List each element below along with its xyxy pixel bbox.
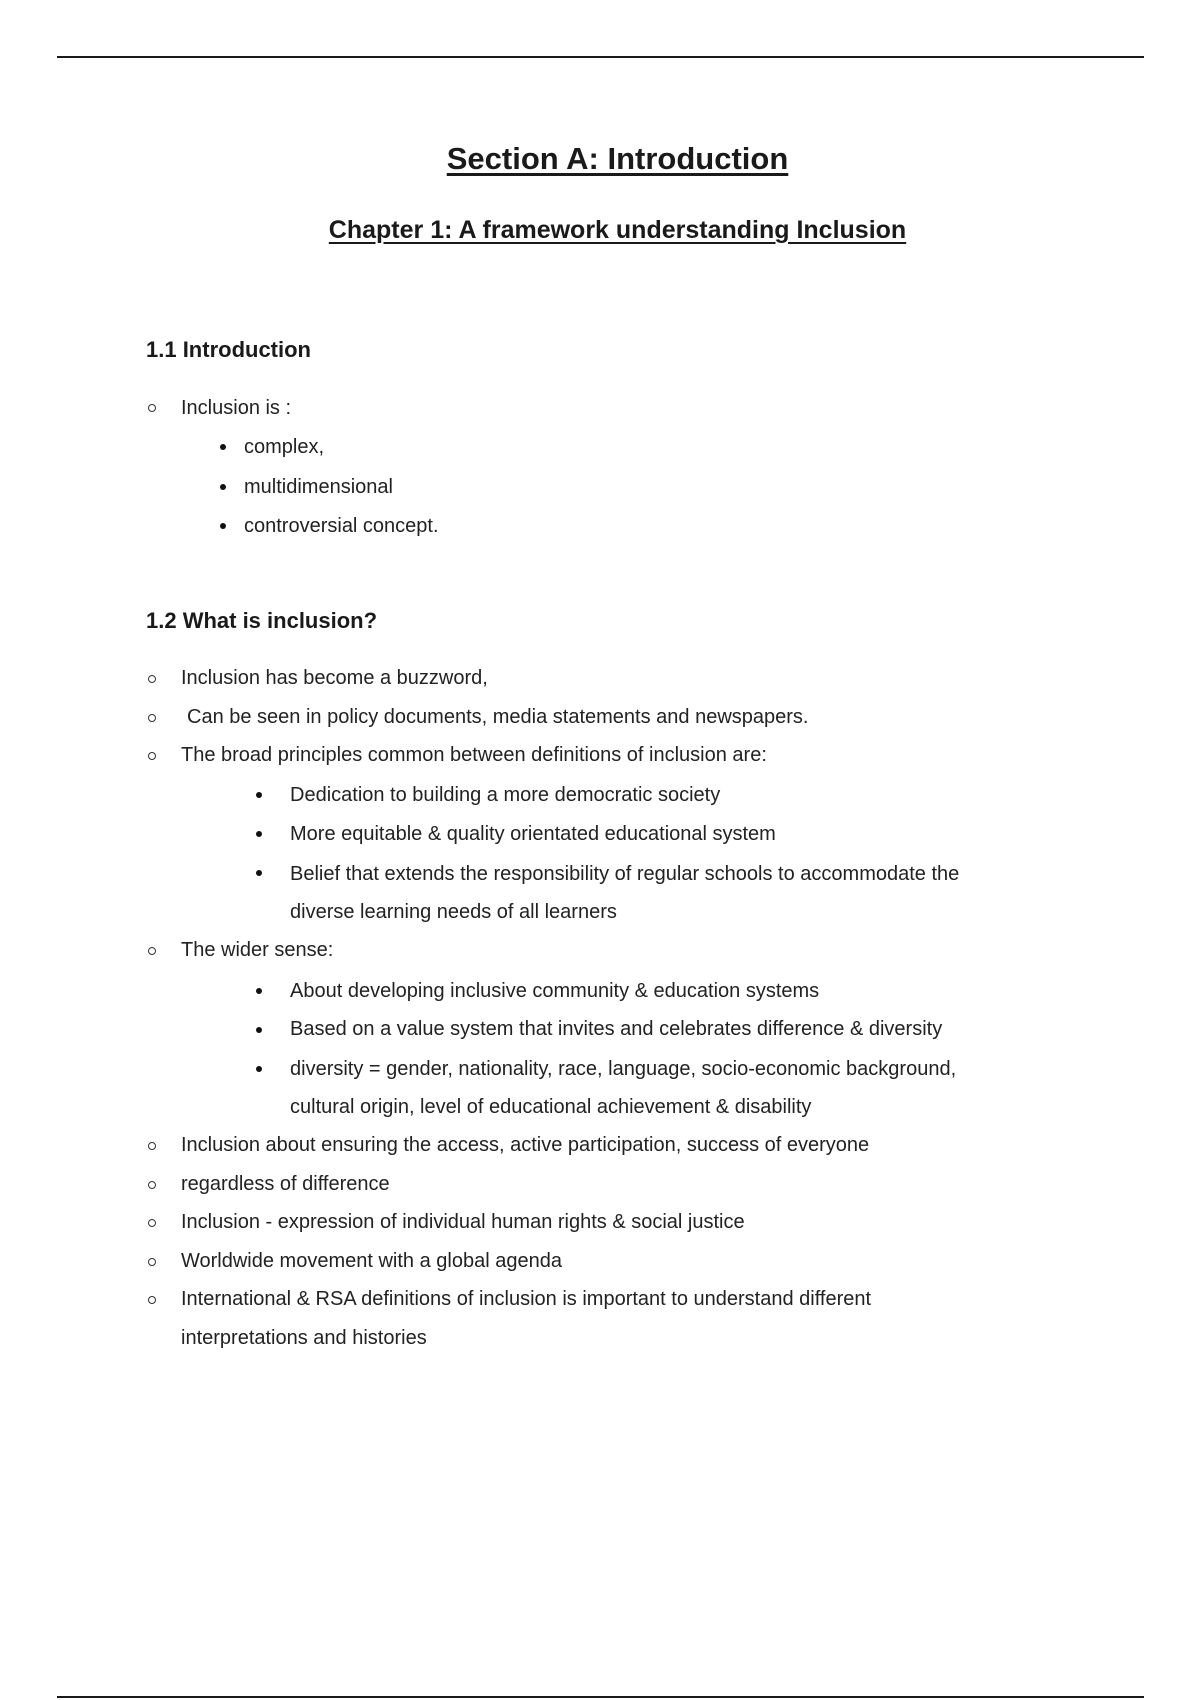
circle-bullet-icon [148,714,156,722]
list-item: The wider sense: [181,939,334,961]
circle-bullet-icon [148,1142,156,1150]
circle-bullet-icon [148,1296,156,1304]
bullet-icon [256,831,262,837]
list-item: Belief that extends the responsibility of regular schools to accommodate the [290,863,960,885]
circle-bullet-icon [148,947,156,955]
bullet-icon [220,444,226,450]
bullet-icon [220,523,226,529]
section-title: Section A: Introduction [446,141,789,176]
list-item-continued: cultural origin, level of educational achievement & disability [290,1096,812,1118]
list-item: Can be seen in policy documents, media statements and newspapers. [187,706,809,728]
list-item: Inclusion - expression of individual human rights & social justice [181,1211,745,1233]
list-item: Based on a value system that invites and celebrates difference & diversity [290,1018,943,1040]
list-item: Worldwide movement with a global agenda [181,1250,562,1272]
list-item: More equitable & quality orientated educational system [290,823,776,845]
chapter-title: Chapter 1: A framework understanding Inclusion [328,216,907,244]
circle-bullet-icon [148,1258,156,1266]
list-item: Inclusion has become a buzzword, [181,667,488,689]
list-item: International & RSA definitions of inclusion is important to understand different [181,1288,872,1310]
list-item: Dedication to building a more democratic society [290,784,721,806]
list-item-continued: diverse learning needs of all learners [290,901,617,923]
list-item: multidimensional [244,476,393,498]
heading-1-2: 1.2 What is inclusion? [146,608,378,633]
circle-bullet-icon [148,675,156,683]
list-item: diversity = gender, nationality, race, language, socio-economic background, [290,1058,957,1080]
list-item: About developing inclusive community & education systems [290,980,820,1002]
list-item: controversial concept. [244,515,439,537]
circle-bullet-icon [148,752,156,760]
bullet-icon [256,1027,262,1033]
bullet-icon [256,988,262,994]
bullet-icon [220,484,226,490]
list-item: regardless of difference [181,1173,390,1195]
list-item: Inclusion about ensuring the access, active participation, success of everyone [181,1134,870,1156]
list-item-continued: interpretations and histories [181,1327,427,1349]
heading-1-1: 1.1 Introduction [146,337,311,362]
circle-bullet-icon [148,404,156,412]
top-rule [57,56,1144,58]
bottom-rule [57,1696,1144,1698]
list-item: complex, [244,436,325,458]
circle-bullet-icon [148,1181,156,1189]
bullet-icon [256,870,262,876]
bullet-icon [256,792,262,798]
list-item: Inclusion is : [181,397,292,419]
list-item: The broad principles common between definitions of inclusion are: [181,744,767,766]
circle-bullet-icon [148,1219,156,1227]
bullet-icon [256,1066,262,1072]
